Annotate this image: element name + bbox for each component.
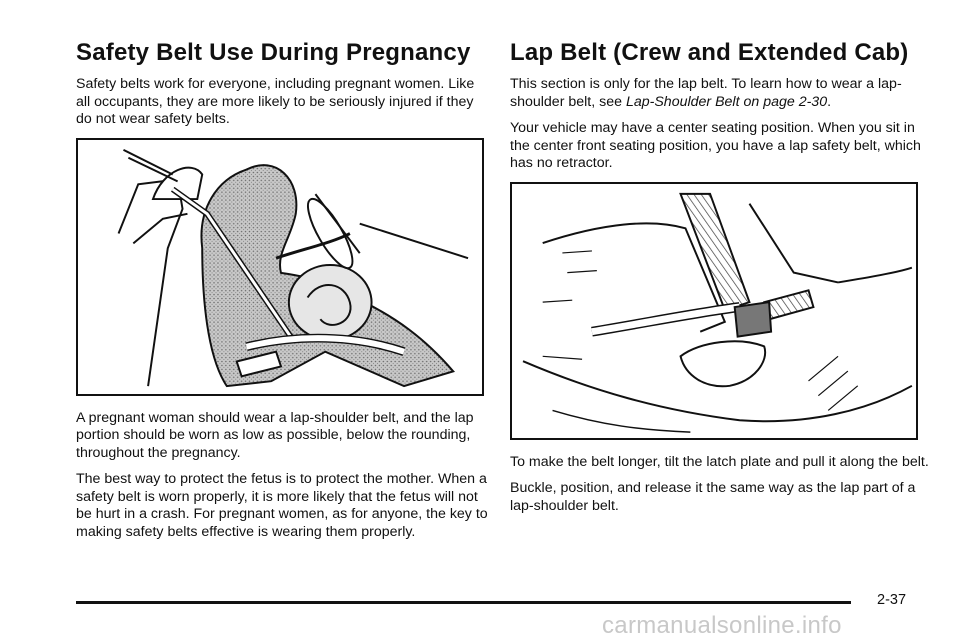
lap-belt-intro xyxy=(510,76,930,111)
pregnancy-heading: Safety Belt Use During Pregnancy xyxy=(76,39,471,66)
pregnant-woman-drawing xyxy=(78,140,482,394)
right-column xyxy=(510,38,930,524)
page-number: 2-37 xyxy=(877,592,907,608)
lap-belt-intro-end: . xyxy=(827,93,832,110)
pregnancy-paragraph-2: A pregnant woman should wear a lap-shoulder belt, and the lap portion should be worn as low as possible, below the rounding, throughout the pregnancy. xyxy=(76,409,474,461)
lap-belt-paragraph-2: Your vehicle may have a center seating position. When you sit in the center front seating position, you have a lap safety belt, which has no retractor. xyxy=(510,120,921,171)
left-column xyxy=(76,38,488,550)
lap-belt-drawing xyxy=(512,184,916,438)
lap-belt-paragraph-4: Buckle, position, and release it the same way as the lap part of a lap-shoulder belt. xyxy=(510,480,916,514)
lap-belt-heading: Lap Belt (Crew and Extended Cab) xyxy=(510,39,909,66)
lap-belt-illustration xyxy=(510,182,918,440)
pregnancy-intro: Safety belts work for everyone, including pregnant women. Like all occupants, they are more likely to be seriously injured if they do not wear safety belts. xyxy=(76,76,475,127)
pregnancy-paragraph-3: The best way to protect the fetus is to protect the mother. When a safety belt is worn properly, it is more likely that the fetus will not be hurt in a crash. For pregnant women, as for anyone, the key to making safety belts effective is wearing them properly. xyxy=(76,471,488,540)
watermark: carmanualsonline.info xyxy=(602,612,842,639)
pregnant-woman-illustration xyxy=(76,138,484,396)
footer-divider xyxy=(76,601,851,604)
lap-belt-paragraph-3: To make the belt longer, tilt the latch plate and pull it along the belt. xyxy=(510,453,929,470)
lap-shoulder-belt-reference: Lap-Shoulder Belt on page 2-30 xyxy=(625,93,828,110)
lap-belt-intro-text: This section is only for the lap belt. To learn how to wear a lap-shoulder belt, see xyxy=(510,76,902,110)
